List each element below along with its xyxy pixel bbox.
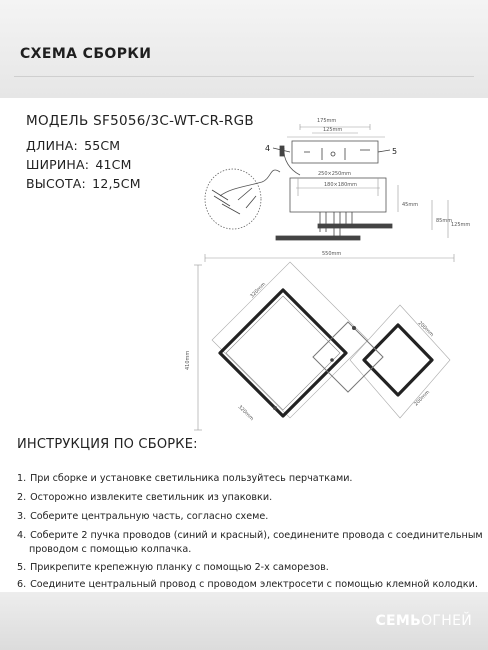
step-text: Соберите 2 пучка проводов (синий и красный), соединените провода с соединительным — [30, 530, 483, 541]
spec-height-label: ВЫСОТА: — [26, 176, 86, 191]
dim-200-a: 200mm — [416, 320, 435, 339]
step-number: 4. — [17, 530, 27, 541]
step-text: Соедините центральный провод с проводом электросети с помощью клемной колодки. — [30, 579, 478, 590]
step-number: 3. — [17, 511, 27, 522]
dim-125: 125mm — [323, 127, 343, 133]
step-number: 6. — [17, 579, 27, 590]
dim-410: 410mm — [185, 350, 191, 370]
instructions-title: ИНСТРУКЦИЯ ПО СБОРКЕ: — [17, 437, 198, 452]
dim-175: 175mm — [317, 118, 337, 124]
step-number: 1. — [17, 473, 27, 484]
wiring-detail-drawing — [205, 146, 390, 229]
step-number: 5. — [17, 562, 27, 573]
dim-250x250: 250×250mm — [318, 171, 352, 177]
spec-height-value: 12,5СМ — [92, 176, 141, 191]
spec-width-value: 41СМ — [95, 157, 132, 172]
brand-logo — [375, 613, 472, 629]
spec-length-label: ДЛИНА: — [26, 138, 78, 153]
dim-200-b: 200mm — [413, 389, 432, 408]
instruction-step — [17, 492, 272, 503]
spec-length-value: 55СМ — [84, 138, 121, 153]
step-text: Осторожно извлеките светильник из упаковки. — [30, 492, 273, 503]
step-text: При сборке и установке светильника пользуйтесь перчатками. — [30, 473, 353, 484]
instruction-step — [17, 511, 268, 522]
step-text: Прикрепите крепежную планку с помощью 2-х саморезов. — [30, 562, 329, 573]
brand-logo-light: ОГНЕЙ — [421, 613, 472, 629]
page-title: СХЕМА СБОРКИ — [20, 46, 152, 62]
dim-550: 550mm — [322, 251, 342, 257]
fixture-side-drawing — [276, 178, 448, 240]
brand-logo-bold: СЕМЬ — [375, 613, 422, 629]
dim-180x180: 180×180mm — [324, 182, 358, 188]
dim-125h: 125mm — [451, 222, 471, 228]
model-name: МОДЕЛЬ SF5056/3C-WT-CR-RGB — [26, 113, 254, 129]
instruction-step — [17, 562, 329, 573]
dim-320-b: 320mm — [236, 404, 255, 423]
callout-4: 4 — [265, 144, 271, 153]
callout-5: 5 — [392, 147, 398, 156]
dim-45: 45mm — [402, 202, 419, 208]
instruction-step — [17, 530, 483, 541]
dim-85: 85mm — [436, 218, 453, 224]
instruction-step — [17, 579, 478, 590]
spec-width-label: ШИРИНА: — [26, 157, 90, 172]
step-text-continued: проводом с помощью колпачка. — [29, 544, 192, 555]
instruction-step — [17, 473, 352, 484]
step-text: Соберите центральную часть, согласно схеме. — [30, 511, 269, 522]
dim-320-a: 320mm — [249, 281, 268, 300]
step-number: 2. — [17, 492, 27, 503]
